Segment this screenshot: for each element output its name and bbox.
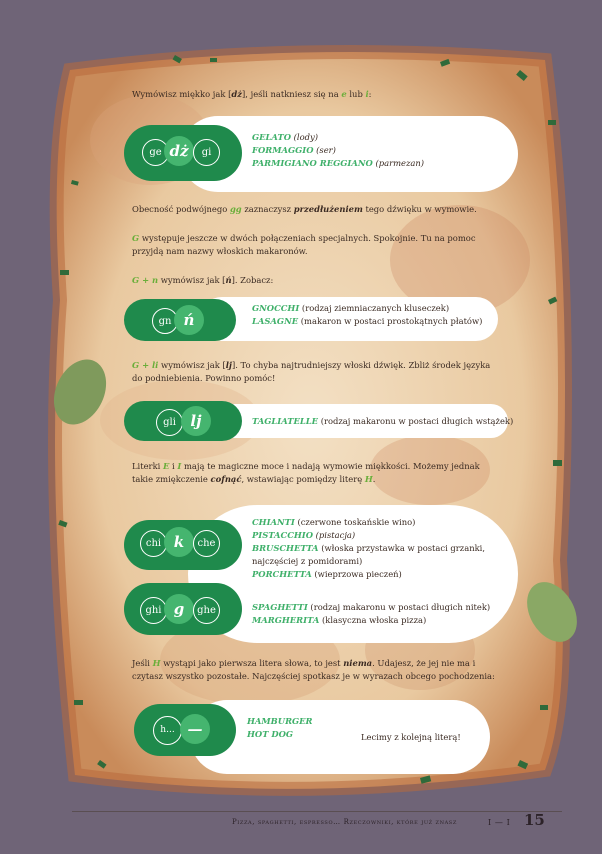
sound-circle: lj	[181, 406, 211, 436]
paragraph: Literki E i I mają te magiczne moce i nadają wymowie miękkości. Możemy jednak takie zmiękczenie cofnąć, wstawiając pomiędzy literę H.	[132, 461, 480, 484]
word-line: PISTACCHIO (pistacja)	[252, 530, 356, 540]
word-list	[252, 516, 485, 581]
word-line: HAMBURGER	[247, 716, 313, 726]
word-line: TAGLIATELLE (rodzaj makaronu w postaci długich wstążek)	[252, 416, 514, 426]
syllable-circle: gn	[152, 308, 178, 334]
word-list	[252, 131, 424, 170]
page-number: 15	[524, 811, 545, 829]
paragraph: Jeśli H wystąpi jako pierwsza litera słowa, to jest niema. Udajesz, że jej nie ma i czytasz wszystko pozostałe. Najczęściej spotkasz je w wyrazach obcego pochodzenia:	[132, 658, 495, 681]
word-list	[252, 601, 490, 627]
word-list	[252, 302, 482, 328]
word-line: LASAGNE (makaron w postaci prostokątnych płatów)	[252, 316, 483, 326]
word-line: MARGHERITA (klasyczna włoska pizza)	[252, 615, 427, 625]
word-line: GELATO (lody)	[252, 132, 319, 142]
syllable-circle: ghe	[193, 597, 220, 624]
syllable-circle: gi	[193, 139, 220, 166]
word-line: BRUSCHETTA (włoska przystawka w postaci grzanki,	[252, 543, 486, 553]
word-line: PORCHETTA (wieprzowa pieczeń)	[252, 569, 402, 579]
sound-circle: dż	[164, 136, 194, 166]
syllable-circle: ghi	[140, 597, 167, 624]
syllable-circle: chi	[140, 530, 167, 557]
paragraph: G + n wymówisz jak [ń]. Zobacz:	[132, 275, 274, 285]
paragraph: G + li wymówisz jak [lj]. To chyba najtrudniejszy włoski dźwięk. Zbliż środek języka do podniebienia. Powinno pomóc!	[132, 360, 491, 383]
word-line: HOT DOG	[247, 729, 294, 739]
word-line: GNOCCHI (rodzaj ziemniaczanych kluseczek)	[252, 303, 450, 313]
word-line: FORMAGGIO (ser)	[252, 145, 336, 155]
syllable-circle: ge	[142, 139, 169, 166]
word-line: CHIANTI (czerwone toskańskie wino)	[252, 517, 416, 527]
sound-circle: g	[164, 594, 194, 624]
syllable-circle: che	[193, 530, 220, 557]
syllable-circle: h...	[153, 716, 182, 745]
word-line: PARMIGIANO REGGIANO (parmezan)	[252, 158, 425, 168]
sound-circle: ń	[174, 305, 204, 335]
sound-circle: k	[164, 527, 194, 557]
footer-divider	[72, 811, 562, 812]
paragraph: Obecność podwójnego gg zaznaczysz przedłużeniem tego dźwięku w wymowie.	[132, 204, 477, 214]
syllable-circle: gli	[156, 409, 183, 436]
footer-title: Pizza, spaghetti, espresso… Rzeczowniki, które już znasz	[232, 818, 457, 826]
side-note: Lecimy z kolejną literą!	[361, 732, 461, 742]
word-list	[247, 715, 313, 741]
intro-text: Wymówisz miękko jak [dż], jeśli natkniesz się na e lub i:	[132, 89, 372, 99]
footer-marks: I — I	[488, 818, 511, 827]
word-line: SPAGHETTI (rodzaj makaronu w postaci długich nitek)	[252, 602, 491, 612]
sound-circle: —	[180, 714, 210, 744]
paragraph: G występuje jeszcze w dwóch połączeniach specjalnych. Spokojnie. Tu na pomoc przyjdą nam nazwy włoskich makaronów.	[132, 233, 476, 256]
word-line: najczęściej z pomidorami)	[252, 556, 363, 566]
word-list	[252, 415, 513, 428]
